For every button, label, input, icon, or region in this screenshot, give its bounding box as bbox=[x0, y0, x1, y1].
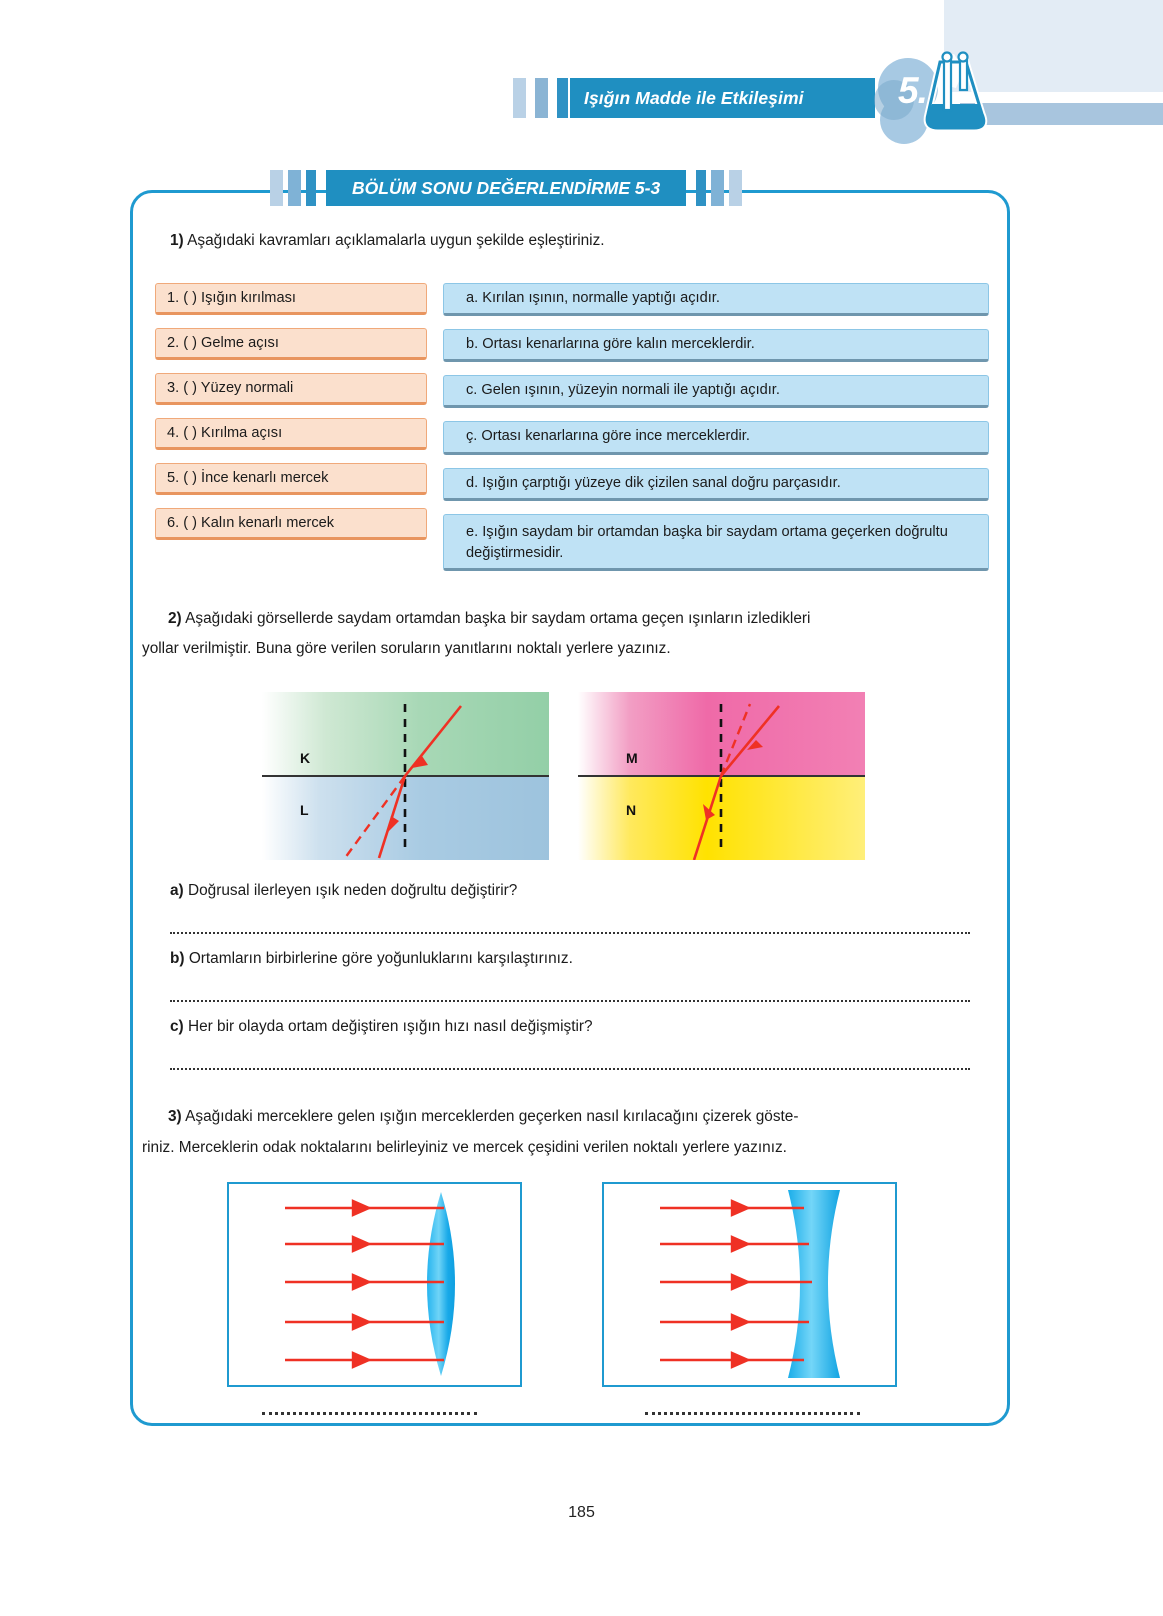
section-tick-left-3 bbox=[306, 170, 316, 206]
medium-label-l: L bbox=[300, 802, 309, 818]
section-tick-right-3 bbox=[729, 170, 742, 206]
unit-title-band bbox=[570, 78, 875, 118]
section-title-band bbox=[326, 170, 686, 206]
section-title-text: BÖLÜM SONU DEĞERLENDİRME 5-3 bbox=[352, 177, 661, 198]
question-2c bbox=[170, 1015, 980, 1040]
question-2b-text: Ortamların birbirlerine göre yoğunluklarını karşılaştırınız. bbox=[188, 950, 573, 967]
section-tick-left-2 bbox=[288, 170, 301, 206]
definition-item[interactable]: b. Ortası kenarlarına göre kalın merceklerdir. bbox=[443, 329, 989, 362]
question-3-prompt-line2: riniz. Merceklerin odak noktalarını belirleyiniz ve mercek çeşidini verilen noktalı yerlere yazınız. bbox=[142, 1139, 787, 1156]
section-tick-left-1 bbox=[270, 170, 283, 206]
refraction-diagram-mn bbox=[578, 692, 865, 860]
question-1-number: 1) bbox=[170, 232, 184, 249]
page-header bbox=[0, 0, 1163, 160]
question-2a-text: Doğrusal ilerleyen ışık neden doğrultu değiştirir? bbox=[187, 882, 518, 899]
concave-lens-diagram[interactable] bbox=[602, 1182, 897, 1387]
question-3-number: 3) bbox=[168, 1108, 182, 1125]
question-2-prompt-line1 bbox=[168, 607, 980, 632]
header-tick-2 bbox=[535, 78, 548, 118]
flask-icon bbox=[868, 48, 1003, 148]
medium-label-k: K bbox=[300, 750, 311, 766]
definition-item[interactable]: d. Işığın çarptığı yüzeye dik çizilen sanal doğru parçasıdır. bbox=[443, 468, 989, 501]
term-item[interactable]: 4. ( ) Kırılma açısı bbox=[155, 418, 427, 450]
question-1-text: Aşağıdaki kavramları açıklamalarla uygun şekilde eşleştiriniz. bbox=[187, 232, 605, 249]
unit-number: 5. bbox=[898, 70, 927, 111]
term-item[interactable]: 3. ( ) Yüzey normali bbox=[155, 373, 427, 405]
q1-terms-column bbox=[155, 283, 427, 553]
answer-line-2a[interactable] bbox=[170, 932, 970, 934]
q1-definitions-column bbox=[443, 283, 989, 584]
answer-line-2c[interactable] bbox=[170, 1068, 970, 1070]
section-tick-right-2 bbox=[711, 170, 724, 206]
question-2-text-line1: Aşağıdaki görsellerde saydam ortamdan başka bir saydam ortama geçen ışınların izledikleri bbox=[185, 610, 811, 627]
section-title-banner bbox=[270, 170, 742, 206]
question-1-prompt bbox=[170, 229, 970, 254]
header-tick-1 bbox=[513, 78, 526, 118]
question-2-number: 2) bbox=[168, 610, 182, 627]
definition-item[interactable]: a. Kırılan ışının, normalle yaptığı açıdır. bbox=[443, 283, 989, 316]
question-3-prompt-line1 bbox=[168, 1105, 983, 1130]
convex-lens-diagram[interactable] bbox=[227, 1182, 522, 1387]
question-2a bbox=[170, 879, 980, 904]
lens-2-answer-line[interactable] bbox=[645, 1412, 860, 1415]
question-2c-letter: c) bbox=[170, 1018, 184, 1035]
question-2c-text: Her bir olayda ortam değiştiren ışığın hızı nasıl değişmiştir? bbox=[187, 1018, 593, 1035]
page-number: 185 bbox=[568, 1504, 595, 1521]
question-2a-letter: a) bbox=[170, 882, 184, 899]
question-3-text-line1: Aşağıdaki merceklere gelen ışığın merceklerden geçerken nasıl kırılacağını çizerek göste- bbox=[185, 1108, 799, 1125]
unit-title-text: Işığın Madde ile Etkileşimi bbox=[584, 87, 804, 108]
term-item[interactable]: 1. ( ) Işığın kırılması bbox=[155, 283, 427, 315]
medium-label-m: M bbox=[626, 750, 638, 766]
question-2b-letter: b) bbox=[170, 950, 185, 967]
answer-line-2b[interactable] bbox=[170, 1000, 970, 1002]
refraction-diagram-kl bbox=[262, 692, 549, 860]
lens-1-answer-line[interactable] bbox=[262, 1412, 477, 1415]
question-2b bbox=[170, 947, 980, 972]
term-item[interactable]: 6. ( ) Kalın kenarlı mercek bbox=[155, 508, 427, 540]
term-item[interactable]: 5. ( ) İnce kenarlı mercek bbox=[155, 463, 427, 495]
definition-item[interactable]: e. Işığın saydam bir ortamdan başka bir saydam ortama geçerken doğrultu değiştirmesidir. bbox=[443, 514, 989, 571]
term-item[interactable]: 2. ( ) Gelme açısı bbox=[155, 328, 427, 360]
header-tick-3 bbox=[557, 78, 568, 118]
section-tick-right-1 bbox=[696, 170, 706, 206]
definition-item[interactable]: ç. Ortası kenarlarına göre ince merceklerdir. bbox=[443, 421, 989, 454]
medium-label-n: N bbox=[626, 802, 637, 818]
definition-item[interactable]: c. Gelen ışının, yüzeyin normali ile yaptığı açıdır. bbox=[443, 375, 989, 408]
question-2-prompt-line2: yollar verilmiştir. Buna göre verilen soruların yanıtlarını noktalı yerlere yazınız. bbox=[142, 640, 671, 657]
